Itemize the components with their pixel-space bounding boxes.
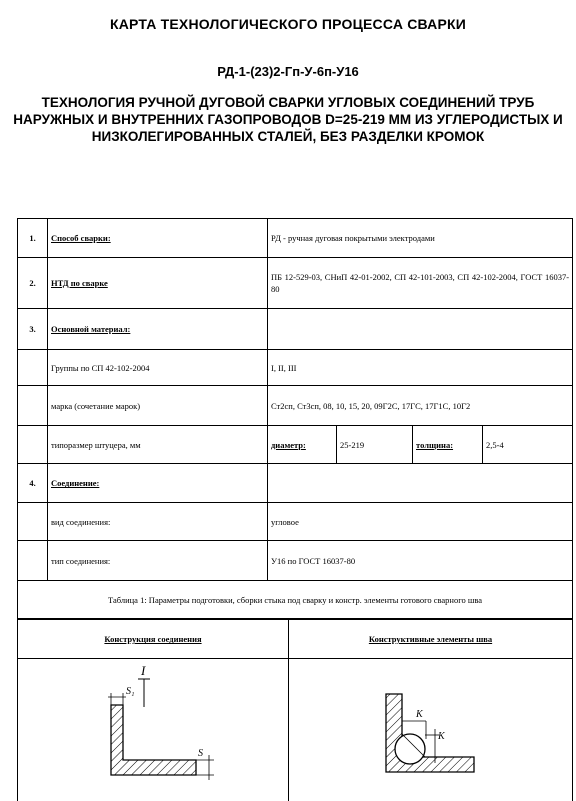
row-welding-method — [18, 219, 573, 258]
k-mark-horizontal: K — [415, 709, 424, 720]
row-number: 2. — [18, 258, 48, 309]
weld-elements-header: Конструктивные элементы шва — [289, 620, 573, 659]
joint-design-header: Конструкция соединения — [18, 620, 289, 659]
row-label: типоразмер штуцера, мм — [48, 426, 268, 464]
row-number: 1. — [18, 219, 48, 258]
row-value: угловое — [268, 503, 573, 541]
row-number: 3. — [18, 309, 48, 350]
row-label: НТД по сварке — [48, 258, 268, 309]
joint-design-cell — [18, 659, 289, 801]
base-plate-section — [111, 705, 196, 775]
weld-bead — [395, 734, 425, 764]
row-value: I, II, III — [268, 350, 573, 386]
row-value — [268, 309, 573, 350]
thickness-value: 2,5-4 — [483, 426, 573, 464]
thickness-label: толщина: — [413, 426, 483, 464]
row-value: Ст2сп, Ст3сп, 08, 10, 15, 20, 09Г2С, 17ГС, 17Г1С, 10Г2 — [268, 386, 573, 426]
row-value: У16 по ГОСТ 16037-80 — [268, 541, 573, 581]
row-value — [268, 464, 573, 503]
row-label: Соединение: — [48, 464, 268, 503]
row-connection-type — [18, 541, 573, 581]
row-fitting-size — [18, 426, 573, 464]
row-value: РД - ручная дуговая покрытыми электродами — [268, 219, 573, 258]
weld-elements-drawing — [289, 659, 573, 801]
document-title: КАРТА ТЕХНОЛОГИЧЕСКОГО ПРОЦЕССА СВАРКИ — [0, 16, 576, 32]
row-connection — [18, 464, 573, 503]
row-number — [18, 426, 48, 464]
s-mark: S — [198, 748, 203, 759]
weld-elements-cell — [289, 659, 573, 801]
row-value: ПБ 12-529-03, СНиП 42-01-2002, СП 42-101-2003, СП 42-102-2004, ГОСТ 16037-80 — [268, 258, 573, 309]
row-table-caption — [18, 581, 573, 619]
row-number — [18, 503, 48, 541]
section-mark: I — [140, 663, 146, 678]
row-connection-kind — [18, 503, 573, 541]
diameter-label: диаметр: — [268, 426, 337, 464]
row-material-groups — [18, 350, 573, 386]
row-normative-docs — [18, 258, 573, 309]
row-label: тип соединения: — [48, 541, 268, 581]
process-code: РД-1-(23)2-Гп-У-6п-У16 — [0, 64, 576, 79]
s1-mark: S₁ — [126, 686, 134, 697]
row-label: Способ сварки: — [48, 219, 268, 258]
process-card-table — [17, 218, 573, 619]
row-label: марка (сочетание марок) — [48, 386, 268, 426]
row-steel-grade — [18, 386, 573, 426]
k-mark-vertical: K — [437, 731, 446, 742]
row-label: вид соединения: — [48, 503, 268, 541]
row-label: Группы по СП 42-102-2004 — [48, 350, 268, 386]
diameter-value: 25-219 — [337, 426, 413, 464]
row-number — [18, 386, 48, 426]
table1-caption: Таблица 1: Параметры подготовки, сборки стыка под сварку и констр. элементы готового сварного шва — [18, 581, 573, 619]
row-base-material — [18, 309, 573, 350]
joint-drawing-table — [17, 619, 573, 801]
row-number — [18, 350, 48, 386]
row-number: 4. — [18, 464, 48, 503]
row-number — [18, 541, 48, 581]
row-label: Основной материал: — [48, 309, 268, 350]
process-subject: ТЕХНОЛОГИЯ РУЧНОЙ ДУГОВОЙ СВАРКИ УГЛОВЫХ СОЕДИНЕНИЙ ТРУБ НАРУЖНЫХ И ВНУТРЕННИХ ГАЗОПРОВОДОВ D=25-219 ММ ИЗ УГЛЕРОДИСТЫХ И НИЗКОЛЕГИРОВАННЫХ СТАЛЕЙ, БЕЗ РАЗДЕЛКИ КРОМОК — [0, 94, 576, 145]
joint-design-drawing — [18, 659, 289, 801]
